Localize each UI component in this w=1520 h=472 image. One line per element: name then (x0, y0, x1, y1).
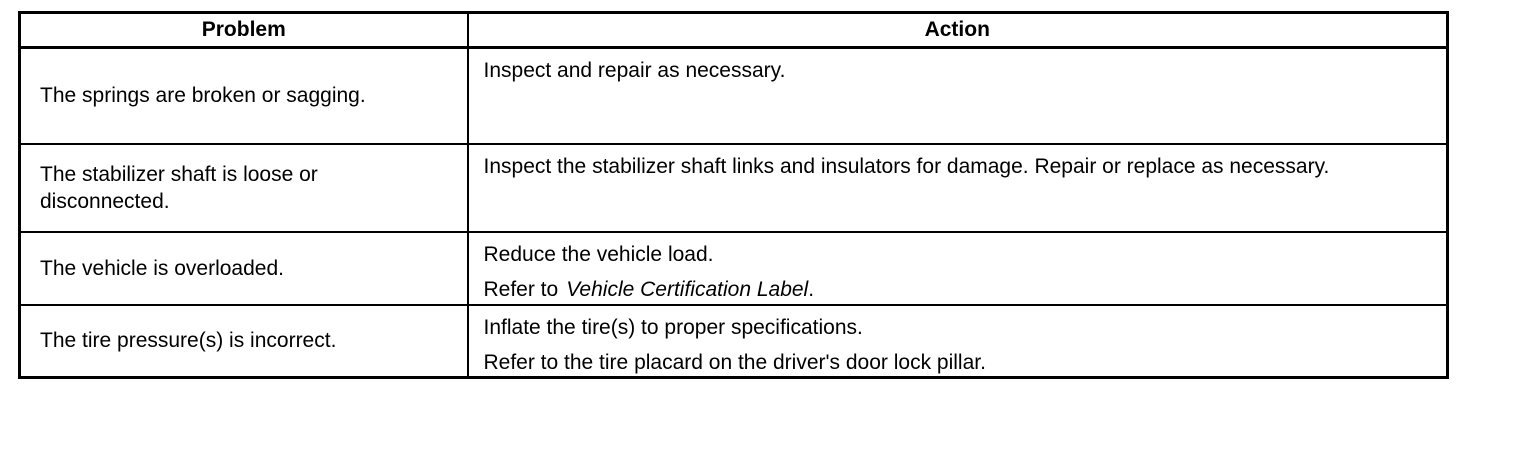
reference-prefix: Refer to (483, 277, 559, 301)
problem-column-header: Problem (20, 13, 468, 48)
diagnosis-table (18, 11, 1449, 379)
action-step: Inspect the stabilizer shaft links and insulators for damage. Repair or replace as necessary. (483, 154, 1330, 178)
table-row (20, 144, 1448, 232)
action-step: Reduce the vehicle load. (483, 242, 714, 266)
table-header-row (20, 13, 1448, 48)
action-cell (468, 305, 1448, 378)
reference-note (484, 276, 1429, 303)
table-row (20, 305, 1448, 378)
problem-cell: The stabilizer shaft is loose or disconnected. (20, 144, 468, 232)
problem-cell: The springs are broken or sagging. (20, 48, 468, 144)
action-step: Refer to the tire placard on the driver's door lock pillar. (483, 350, 986, 374)
problem-cell: The vehicle is overloaded. (20, 232, 468, 305)
action-column-header: Action (468, 13, 1448, 48)
reference-suffix: . (808, 277, 815, 301)
action-cell (468, 144, 1448, 232)
reference-title: Vehicle Certification Label (566, 277, 809, 301)
table-row (20, 48, 1448, 144)
table-row (20, 232, 1448, 305)
problem-cell: The tire pressure(s) is incorrect. (20, 305, 468, 378)
action-step: Inflate the tire(s) to proper specifications. (483, 315, 863, 339)
action-step: Inspect and repair as necessary. (483, 59, 786, 82)
action-cell (468, 232, 1448, 305)
action-cell (468, 48, 1448, 144)
